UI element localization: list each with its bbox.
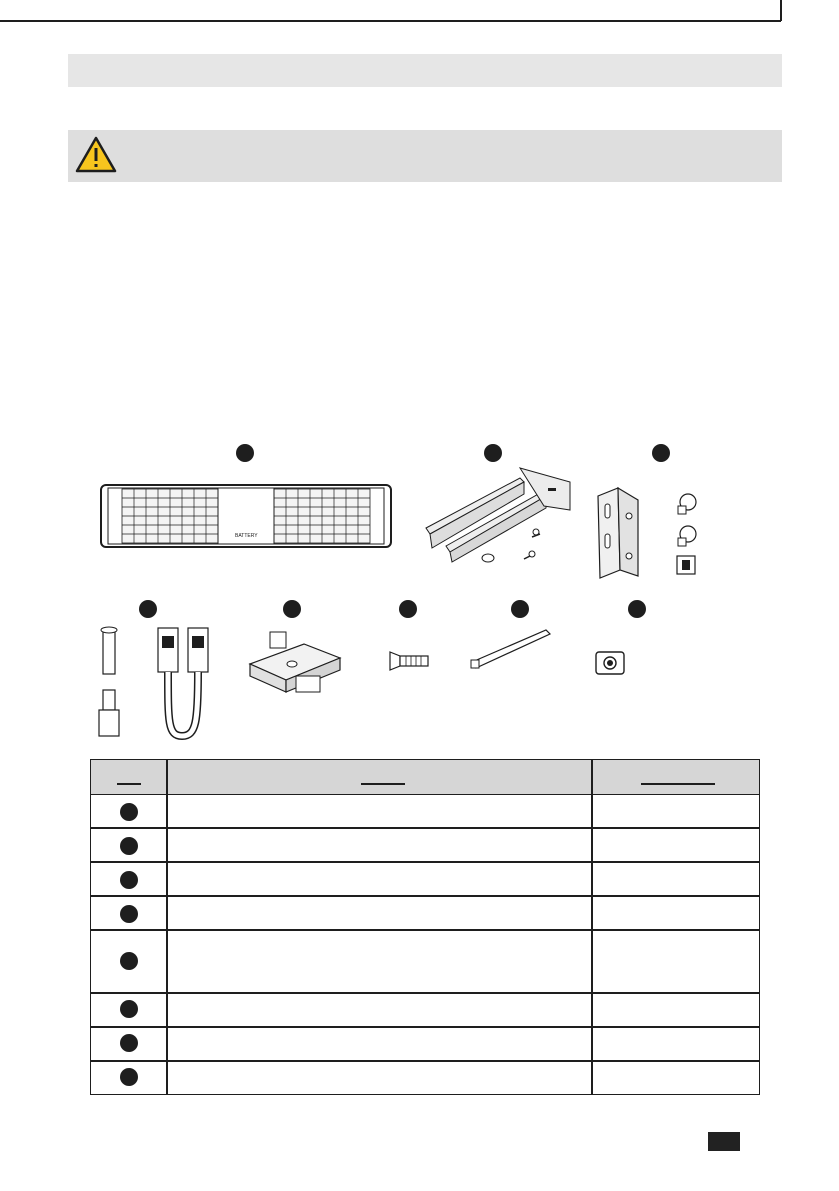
cable-and-plugs-illustration (96, 622, 216, 742)
top-right-rule (780, 0, 782, 21)
cable-tie-illustration (470, 626, 552, 670)
row-marker-3 (120, 871, 138, 889)
col-divider-2 (591, 760, 593, 1094)
row-marker-6 (120, 1000, 138, 1018)
row-divider (91, 992, 759, 994)
marker-6 (399, 600, 417, 618)
rack-rails-illustration (424, 462, 574, 566)
row-divider (91, 1026, 759, 1028)
parts-table (90, 759, 760, 1095)
marker-5 (283, 600, 301, 618)
row-divider (91, 929, 759, 931)
top-rule (0, 20, 781, 22)
section-header-bar (68, 54, 782, 87)
row-marker-4 (120, 905, 138, 923)
row-marker-7 (120, 1034, 138, 1052)
marker-3 (652, 444, 670, 462)
marker-7 (511, 600, 529, 618)
header-qty-underline (641, 783, 715, 785)
row-marker-2 (120, 837, 138, 855)
marker-4 (139, 600, 157, 618)
cage-nut-illustration (594, 650, 626, 676)
bracket-and-screws-illustration (594, 488, 708, 578)
row-divider (91, 895, 759, 897)
warning-triangle-icon (75, 136, 117, 174)
row-marker-1 (120, 803, 138, 821)
battery-module-illustration (100, 484, 392, 548)
row-divider (91, 827, 759, 829)
warning-bar (68, 130, 782, 182)
cable-holder-illustration (246, 628, 342, 700)
screw-illustration (388, 650, 432, 672)
row-divider (91, 1060, 759, 1062)
row-divider (91, 861, 759, 863)
row-marker-5 (120, 952, 138, 970)
header-item-underline (361, 783, 405, 785)
marker-1 (236, 444, 254, 462)
marker-8 (628, 600, 646, 618)
battery-brand-mark: BATTERY (235, 533, 258, 539)
table-header (91, 760, 759, 795)
marker-2 (484, 444, 502, 462)
row-marker-8 (120, 1068, 138, 1086)
page-number-tab (708, 1132, 740, 1151)
header-no-underline (117, 783, 141, 785)
col-divider-1 (166, 760, 168, 1094)
